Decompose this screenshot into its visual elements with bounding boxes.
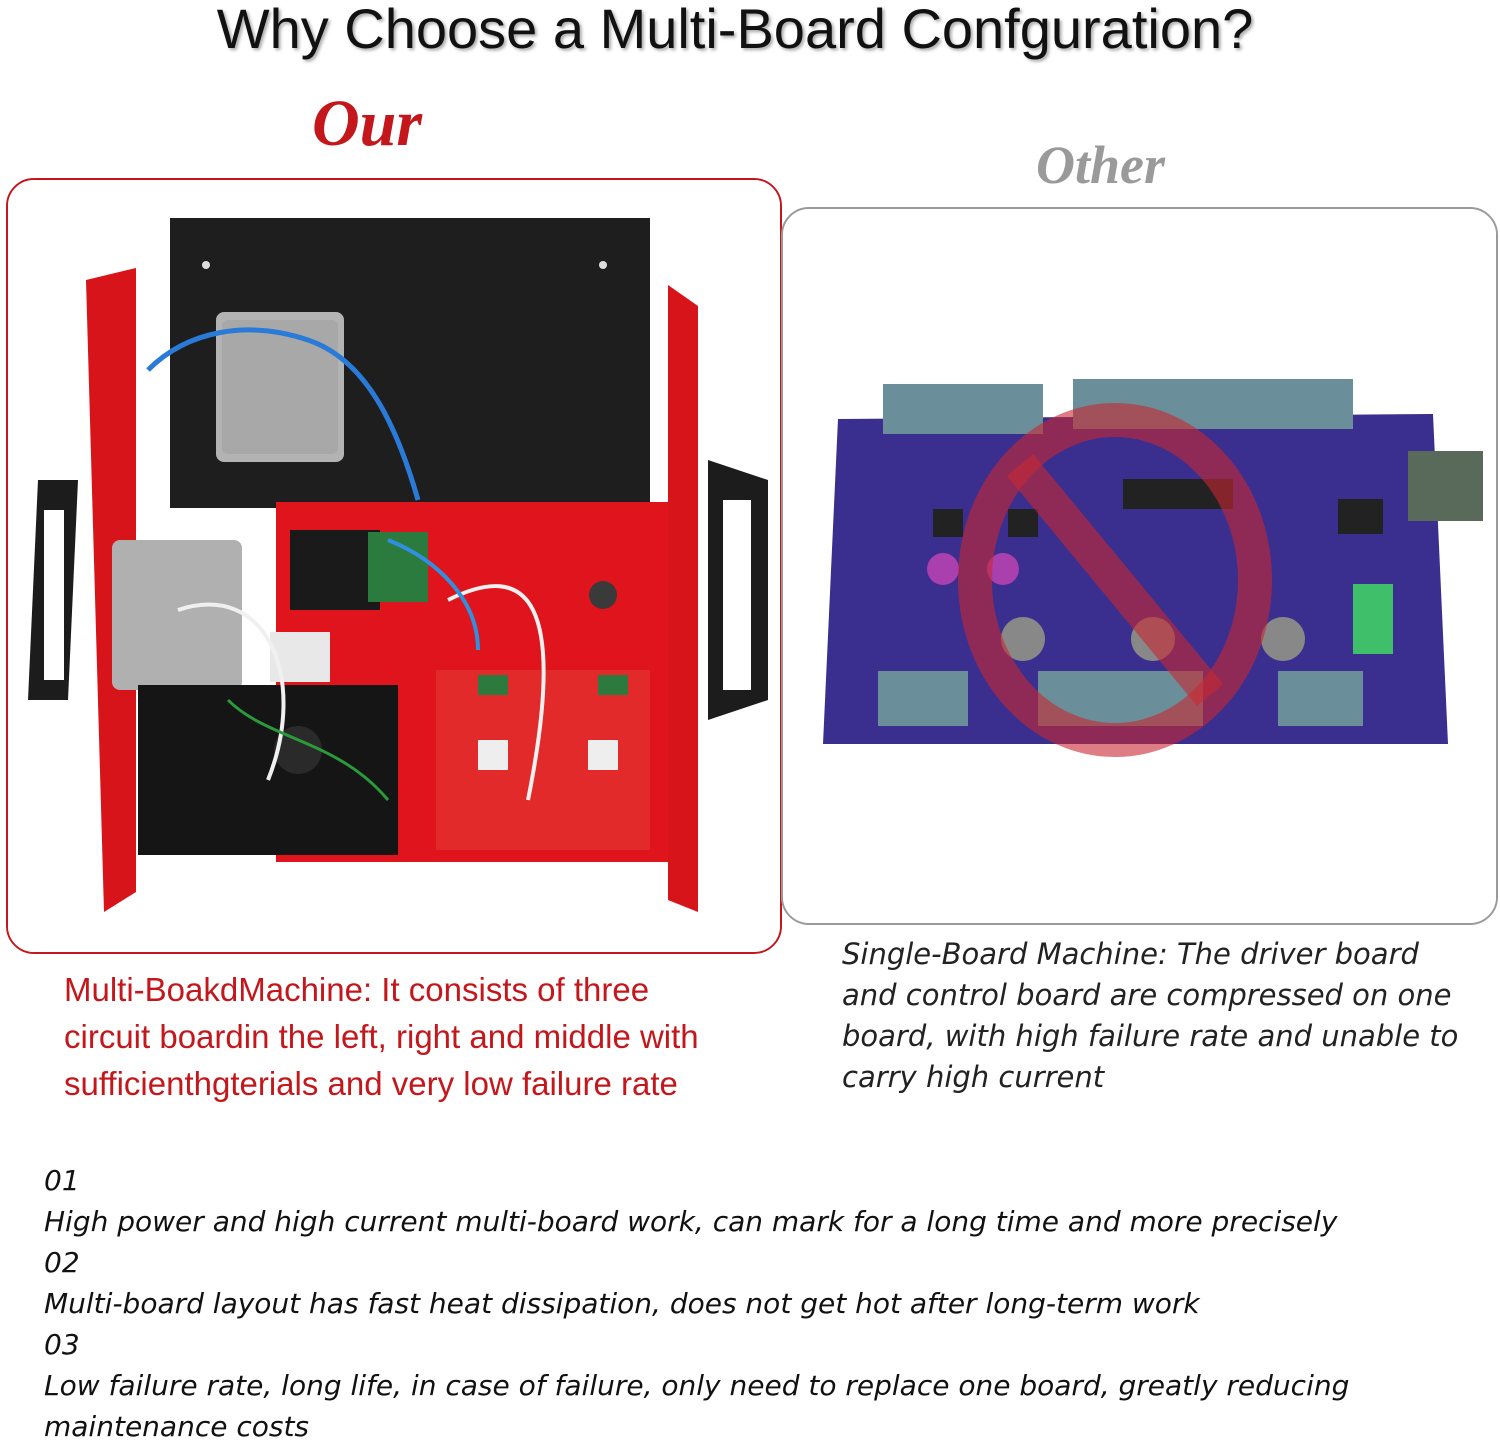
prohibited-sign-icon <box>950 400 1280 760</box>
feature-text: Low failure rate, long life, in case of failure, only need to replace one board, greatly reducing maintenance costs <box>44 1369 1350 1443</box>
page-title: Why Choose a Multi-Board Confguration? <box>216 0 1254 60</box>
other-label: Other <box>1036 135 1166 195</box>
our-label: Our <box>312 87 423 160</box>
multi-board-machine-illustration <box>8 180 780 952</box>
our-description: Multi-BoakdMachine: It consists of three circuit boardin the left, right and middle with sufficienthgterials and very low failure rate <box>64 971 699 1102</box>
feature-text: Multi-board layout has fast heat dissipation, does not get hot after long-term work <box>44 1287 1200 1320</box>
our-machine-image <box>6 178 782 954</box>
feature-number: 02 <box>44 1246 80 1279</box>
feature-number: 03 <box>44 1328 80 1361</box>
feature-list <box>44 1160 1484 1447</box>
feature-number: 01 <box>44 1164 80 1197</box>
other-description: Single-Board Machine: The driver board and control board are compressed on one board, with high failure rate and unable to carry high current <box>842 937 1459 1094</box>
feature-text: High power and high current multi-board work, can mark for a long time and more precisely <box>44 1205 1338 1238</box>
